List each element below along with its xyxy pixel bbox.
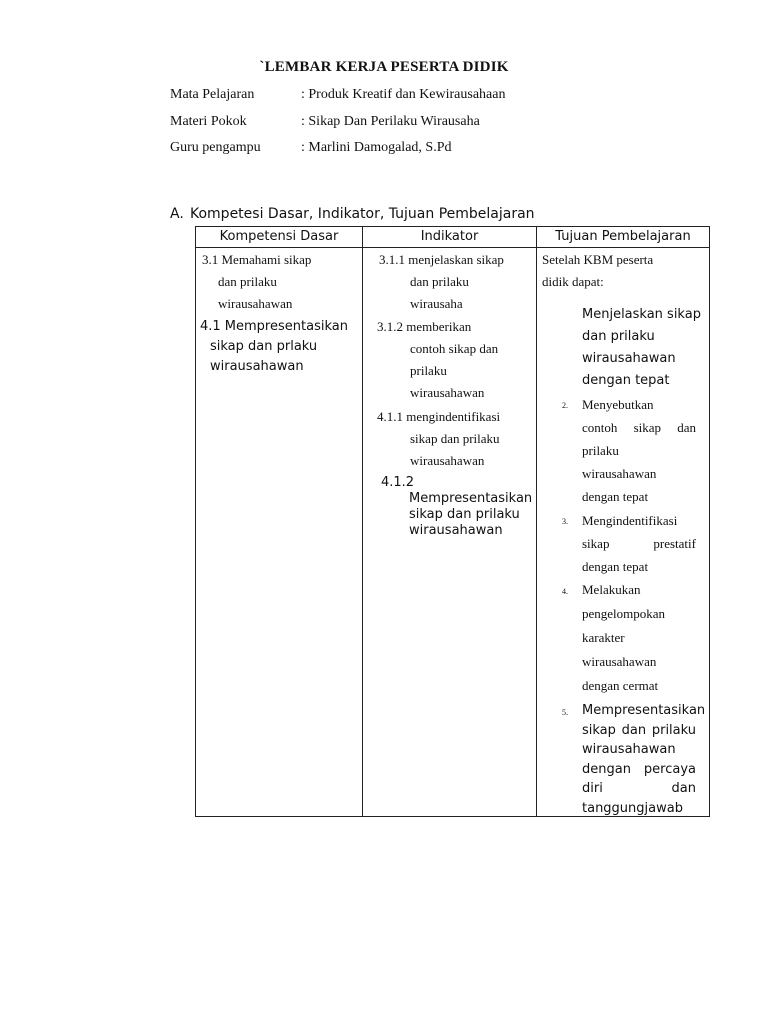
tujuan-line: Mengindentifikasi: [582, 513, 678, 528]
indikator-line: 4.1.2: [381, 475, 415, 490]
tujuan-line: contoh sikap dan: [582, 420, 696, 435]
tujuan-item-2: [582, 393, 696, 508]
kd-line: 3.1 Memahami sikap: [202, 252, 312, 267]
tujuan-line: dengan tepat: [582, 559, 649, 574]
tujuan-line: karakter: [582, 630, 625, 645]
indikator-line: sikap dan prilaku: [409, 507, 520, 522]
tujuan-line: Menyebutkan: [582, 397, 654, 412]
indikator-line: wirausahawan: [409, 523, 503, 538]
tujuan-line: sikap prestatif: [582, 536, 696, 551]
tujuan-line: dengan percaya: [582, 761, 696, 777]
section-a-heading: [170, 206, 535, 222]
indikator-line: Mempresentasikan: [409, 491, 533, 506]
kd-line: sikap dan prlaku: [210, 339, 318, 354]
indikator-line: 3.1.2 memberikan: [377, 319, 472, 334]
tujuan-line: Menjelaskan sikap: [582, 307, 701, 322]
tujuan-line: prilaku: [582, 443, 619, 458]
indikator-line: contoh sikap dan: [410, 341, 499, 356]
indikator-item-3: [377, 406, 500, 472]
meta-value: : Marlini Damogalad, S.Pd: [301, 140, 452, 155]
indikator-line: wirausahawan: [410, 453, 485, 468]
tujuan-line: diri dan: [582, 781, 696, 796]
kd-line: dan prilaku: [218, 274, 277, 289]
indikator-item-1: [379, 249, 504, 315]
tujuan-line: wirausahawan: [582, 742, 676, 757]
tujuan-line: dengan cermat: [582, 678, 659, 693]
header-kompetensi-dasar: Kompetensi Dasar: [219, 229, 339, 244]
header-divider: [196, 247, 709, 248]
tujuan-number-4: 4.: [562, 587, 568, 596]
tujuan-line: didik dapat:: [542, 274, 604, 289]
tujuan-item-5: [582, 701, 706, 818]
indikator-line: sikap dan prilaku: [410, 431, 500, 446]
tujuan-line: Setelah KBM peserta: [542, 252, 654, 267]
tujuan-item-1: [582, 304, 701, 392]
tujuan-number-2: 2.: [562, 401, 568, 410]
indikator-line: 4.1.1 mengindentifikasi: [377, 409, 501, 424]
meta-value: : Sikap Dan Perilaku Wirausaha: [301, 114, 480, 129]
header-tujuan-pembelajaran: Tujuan Pembelajaran: [555, 229, 691, 244]
tujuan-line: Mempresentasikan: [582, 703, 706, 718]
tujuan-line: wirausahawan: [582, 654, 657, 669]
indikator-line: 3.1.1 menjelaskan sikap: [379, 252, 504, 267]
kd-line: 4.1 Mempresentasikan: [200, 319, 348, 334]
kd-item-2: [200, 317, 348, 377]
tujuan-number-3: 3.: [562, 517, 568, 526]
meta-label: Mata Pelajaran: [170, 87, 255, 102]
indikator-line: dan prilaku: [410, 274, 469, 289]
indikator-line: wirausahawan: [410, 385, 485, 400]
kd-line: wirausahawan: [218, 296, 293, 311]
tujuan-line: pengelompokan: [582, 606, 666, 621]
tujuan-line: dengan tepat: [582, 373, 670, 388]
tujuan-line: dengan tepat: [582, 489, 649, 504]
meta-value: : Produk Kreatif dan Kewirausahaan: [301, 87, 506, 102]
meta-label: Materi Pokok: [170, 114, 247, 129]
tujuan-item-4: [582, 578, 665, 698]
meta-label: Guru pengampu: [170, 140, 261, 155]
section-title: Kompetesi Dasar, Indikator, Tujuan Pembelajaran: [190, 206, 535, 222]
tujuan-line: dan prilaku: [582, 329, 655, 344]
kd-item-1: [202, 249, 311, 315]
tujuan-line: wirausahawan: [582, 351, 676, 366]
header-indikator: Indikator: [420, 229, 479, 244]
tujuan-line: sikap dan prilaku: [582, 722, 696, 738]
tujuan-item-3: [582, 509, 696, 578]
competency-table: [195, 226, 710, 817]
tujuan-line: wirausahawan: [582, 466, 657, 481]
tujuan-line: Melakukan: [582, 582, 641, 597]
section-letter: A.: [170, 206, 184, 222]
column-divider: [536, 227, 537, 816]
document-title: `LEMBAR KERJA PESERTA DIDIK: [259, 59, 509, 75]
kd-line: wirausahawan: [210, 359, 304, 374]
tujuan-intro: [542, 249, 653, 293]
indikator-item-4: [381, 475, 532, 539]
tujuan-number-5: 5.: [562, 708, 568, 717]
indikator-line: wirausaha: [410, 296, 463, 311]
indikator-line: prilaku: [410, 363, 447, 378]
indikator-item-2: [377, 316, 498, 404]
tujuan-line: tanggungjawab: [582, 800, 683, 816]
column-divider: [362, 227, 363, 816]
